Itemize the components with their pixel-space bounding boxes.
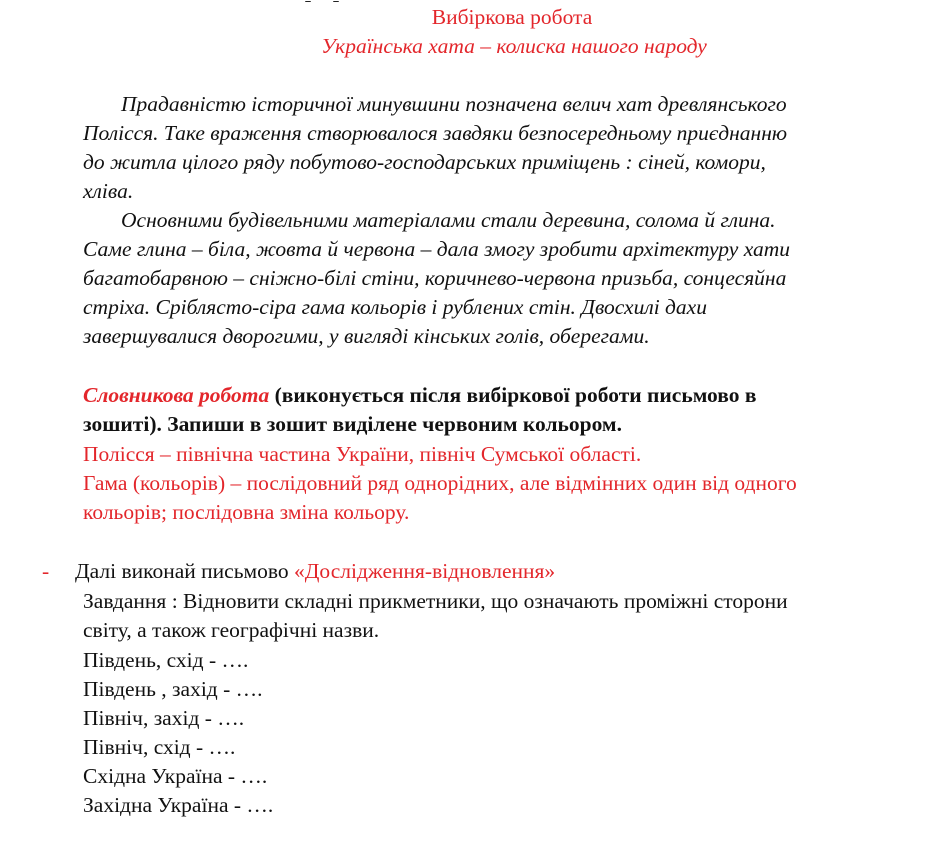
page-title: Вибіркова робота — [431, 5, 593, 29]
paragraph1-line: Полісся. Таке враження створювалося завдяки безпосередньому приєднанню — [83, 121, 788, 145]
paragraph1-line: до житла цілого ряду побутово-господарських приміщень : сіней, комори, — [83, 150, 766, 174]
task-intro-line — [75, 557, 555, 586]
paragraph2-line: завершувалися дворогими, у вигляді кінських голів, оберегами. — [83, 324, 650, 348]
task-statement: світу, а також географічні назви. — [83, 618, 380, 642]
paragraph1-line: Прадавністю історичної минувшини позначена велич хат древлянського — [121, 92, 787, 116]
task-item: Південь , захід - …. — [83, 677, 263, 701]
vocab-definition: кольорів; послідовна зміна кольору. — [83, 500, 410, 524]
vocab-definition: Гама (кольорів) – послідовний ряд однорідних, але відмінних один від одного — [83, 471, 797, 495]
paragraph2-line: Саме глина – біла, жовта й червона – дала змогу зробити архітектуру хати — [83, 237, 790, 261]
vocab-instruction: (виконується після вибіркової роботи письмово в — [269, 383, 757, 407]
task-statement: Завдання : Відновити складні прикметники, що означають проміжні сторони — [83, 589, 788, 613]
paragraph1-line: хліва. — [83, 179, 134, 203]
list-bullet: - — [42, 559, 50, 583]
task-item: Північ, захід - …. — [83, 706, 245, 730]
task-item: Західна Україна - …. — [83, 793, 274, 817]
vocab-instruction-line: зошиті). Запиши в зошит виділене червоним кольором. — [83, 412, 622, 436]
paragraph2-line: стріха. Сріблясто-сіра гама кольорів і рублених стін. Двосхилі дахи — [83, 295, 707, 319]
paragraph2-line: багатобарвною – сніжно-білі стіни, коричнево-червона призьба, сонцесяйна — [83, 266, 787, 290]
task-item: Східна Україна - …. — [83, 764, 268, 788]
paragraph2-line: Основними будівельними матеріалами стали деревина, солома й глина. — [121, 208, 776, 232]
task-item: Північ, схід - …. — [83, 735, 236, 759]
task-item: Південь, схід - …. — [83, 648, 249, 672]
task-intro-highlight: «Дослідження-відновлення» — [294, 559, 556, 583]
vocab-definition: Полісся – північна частина України, північ Сумської області. — [83, 442, 642, 466]
page-subtitle: Українська хата – колиска нашого народу — [321, 34, 707, 58]
vocab-heading: Словникова робота — [83, 383, 270, 407]
vocab-heading-line — [83, 381, 756, 410]
cropped-top-text — [305, 0, 385, 2]
task-intro: Далі виконай письмово — [75, 559, 295, 583]
